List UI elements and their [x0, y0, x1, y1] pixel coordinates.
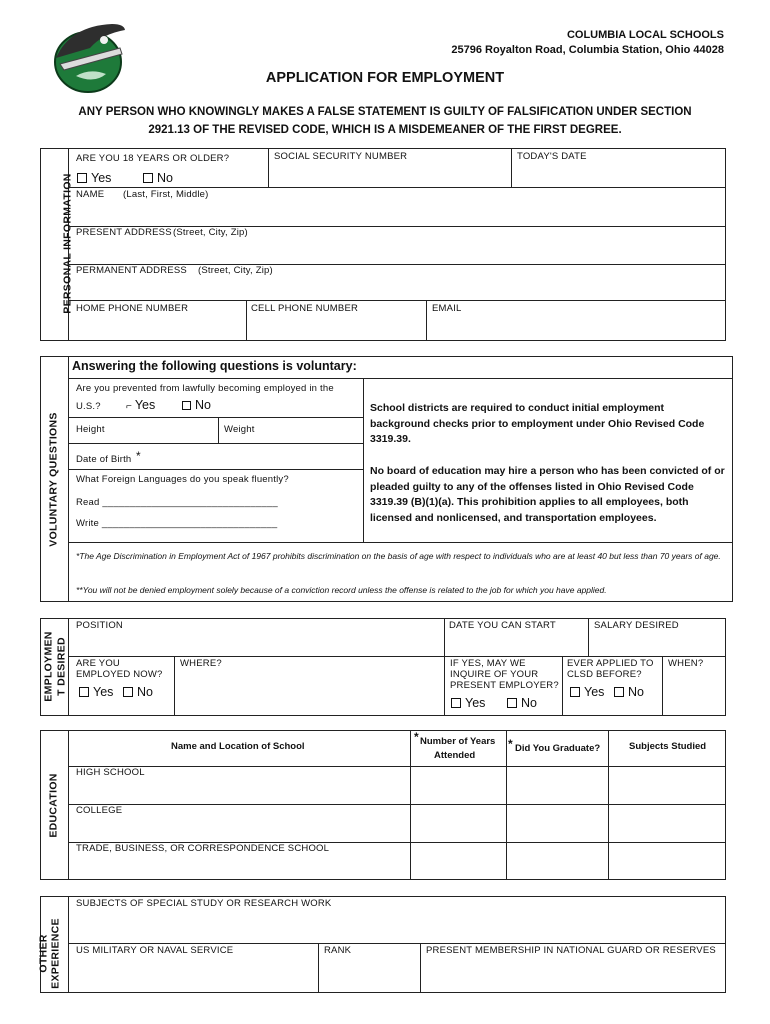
prevented-no-option[interactable]: No	[182, 398, 211, 412]
national-guard-field[interactable]: PRESENT MEMBERSHIP IN NATIONAL GUARD OR RESERVES	[426, 945, 716, 956]
personal-info-label: PERSONAL INFORMATION	[61, 173, 74, 314]
name-hint: (Last, First, Middle)	[123, 189, 209, 200]
age-no-checkbox[interactable]: No	[143, 171, 173, 185]
present-address-hint: (Street, City, Zip)	[173, 227, 248, 238]
inquire-line-1: IF YES, MAY WE	[450, 658, 526, 669]
education-section	[40, 730, 726, 880]
read-languages-field[interactable]: Read ________________________________	[76, 497, 278, 508]
todays-date-field[interactable]: TODAY'S DATE	[517, 151, 587, 162]
applied-before-line-2: CLSD BEFORE?	[567, 669, 642, 680]
date-can-start-field[interactable]: DATE YOU CAN START	[449, 620, 556, 631]
applied-no-checkbox[interactable]: No	[614, 685, 644, 699]
trade-school-row[interactable]: TRADE, BUSINESS, OR CORRESPONDENCE SCHOOL	[76, 843, 330, 854]
school-name: COLUMBIA LOCAL SCHOOLS	[566, 29, 724, 41]
school-logo	[50, 18, 128, 98]
ssn-field[interactable]: SOCIAL SECURITY NUMBER	[274, 151, 408, 162]
years-attended-asterisk: *	[414, 730, 419, 744]
permanent-address-hint: (Street, City, Zip)	[198, 265, 273, 276]
email-field[interactable]: EMAIL	[432, 303, 462, 314]
school-column-header: Name and Location of School	[171, 741, 305, 752]
employed-now-yes-checkbox[interactable]: Yes	[79, 685, 113, 699]
applied-yes-checkbox[interactable]: Yes	[570, 685, 604, 699]
voluntary-heading: Answering the following questions is voluntary:	[72, 359, 357, 373]
inquire-line-3: PRESENT EMPLOYER?	[450, 680, 559, 688]
weight-field[interactable]: Weight	[224, 424, 255, 435]
dob-asterisk: *	[136, 449, 141, 463]
employed-now-line-2: EMPLOYED NOW?	[76, 669, 163, 680]
years-attended-header-line-2: Attended	[434, 750, 476, 761]
voluntary-label: VOLUNTARY QUESTIONS	[47, 412, 60, 547]
years-attended-header-line-1: Number of Years	[420, 736, 496, 747]
age-yes-checkbox[interactable]: Yes	[77, 171, 111, 185]
falsification-warning-line-1: ANY PERSON WHO KNOWINGLY MAKES A FALSE STATEMENT IS GUILTY OF FALSIFICATION UNDER SECTION	[78, 106, 692, 118]
age-discrimination-footnote: *The Age Discrimination in Employment Act of 1967 prohibits discrimination on the basis of age with respect to individuals who are at least 40 but less than 70 years of age.	[76, 551, 721, 561]
employment-label-line-1: EMPLOYMEN	[42, 631, 55, 702]
conviction-notice: No board of education may hire a person who has been convicted of or pleaded guilty to any of the offenses listed in Ohio Revised Code 3319.39 (B)(1)(a). This prohibition applies to all employees, both licensed and nonlicensed, and transportation employees.	[370, 465, 725, 524]
permanent-address-field[interactable]: PERMANENT ADDRESS	[76, 265, 187, 276]
salary-desired-field[interactable]: SALARY DESIRED	[594, 620, 679, 631]
inquire-yes-checkbox[interactable]: Yes	[451, 696, 485, 710]
prevented-question-line-2: U.S.?	[76, 401, 101, 412]
present-address-field[interactable]: PRESENT ADDRESS	[76, 227, 172, 238]
cell-phone-field[interactable]: CELL PHONE NUMBER	[251, 303, 359, 314]
graduate-asterisk: *	[508, 737, 513, 751]
falsification-warning-line-2: 2921.13 OF THE REVISED CODE, WHICH IS A MISDEMEANER OF THE FIRST DEGREE.	[148, 124, 622, 136]
graduate-header: Did You Graduate?	[515, 743, 601, 754]
special-study-field[interactable]: SUBJECTS OF SPECIAL STUDY OR RESEARCH WORK	[76, 898, 332, 909]
inquire-line-2: INQUIRE OF YOUR	[450, 669, 539, 680]
subjects-studied-header: Subjects Studied	[629, 741, 707, 752]
when-field[interactable]: WHEN?	[668, 658, 704, 669]
rank-field[interactable]: RANK	[324, 945, 352, 956]
where-field[interactable]: WHERE?	[180, 658, 222, 669]
prevented-question-line-1: Are you prevented from lawfully becoming employed in the	[76, 383, 334, 394]
other-experience-label-line-2: EXPERIENCE	[49, 918, 62, 989]
name-field[interactable]: NAME	[76, 189, 105, 200]
position-field[interactable]: POSITION	[76, 620, 123, 631]
other-experience-label-line-1: OTHER	[37, 934, 50, 973]
home-phone-field[interactable]: HOME PHONE NUMBER	[76, 303, 189, 314]
write-languages-field[interactable]: Write ________________________________	[76, 518, 278, 529]
employed-now-no-checkbox[interactable]: No	[123, 685, 153, 699]
inquire-no-checkbox[interactable]: No	[507, 696, 537, 710]
age-question: ARE YOU 18 YEARS OR OLDER?	[76, 153, 230, 164]
school-address: 25796 Royalton Road, Columbia Station, Ohio 44028	[451, 44, 724, 56]
background-check-notice: School districts are required to conduct initial employment background checks prior to employment under Ohio Revised Code 3319.39.	[370, 402, 705, 445]
employed-now-line-1: ARE YOU	[76, 658, 120, 669]
college-row[interactable]: COLLEGE	[76, 805, 123, 816]
military-service-field[interactable]: US MILITARY OR NAVAL SERVICE	[76, 945, 234, 956]
languages-question: What Foreign Languages do you speak fluently?	[76, 474, 289, 485]
prevented-yes-option[interactable]: ⌐ Yes	[126, 398, 156, 412]
page-title: APPLICATION FOR EMPLOYMENT	[265, 70, 505, 86]
high-school-row[interactable]: HIGH SCHOOL	[76, 767, 145, 778]
height-field[interactable]: Height	[76, 424, 105, 435]
conviction-footnote: **You will not be denied employment solely because of a conviction record unless the offense is related to the job for which you have applied.	[76, 585, 607, 595]
education-label: EDUCATION	[47, 773, 60, 838]
employment-label-line-2: T DESIRED	[55, 637, 68, 696]
applied-before-line-1: EVER APPLIED TO	[567, 658, 654, 669]
dob-field[interactable]: Date of Birth	[76, 454, 132, 465]
